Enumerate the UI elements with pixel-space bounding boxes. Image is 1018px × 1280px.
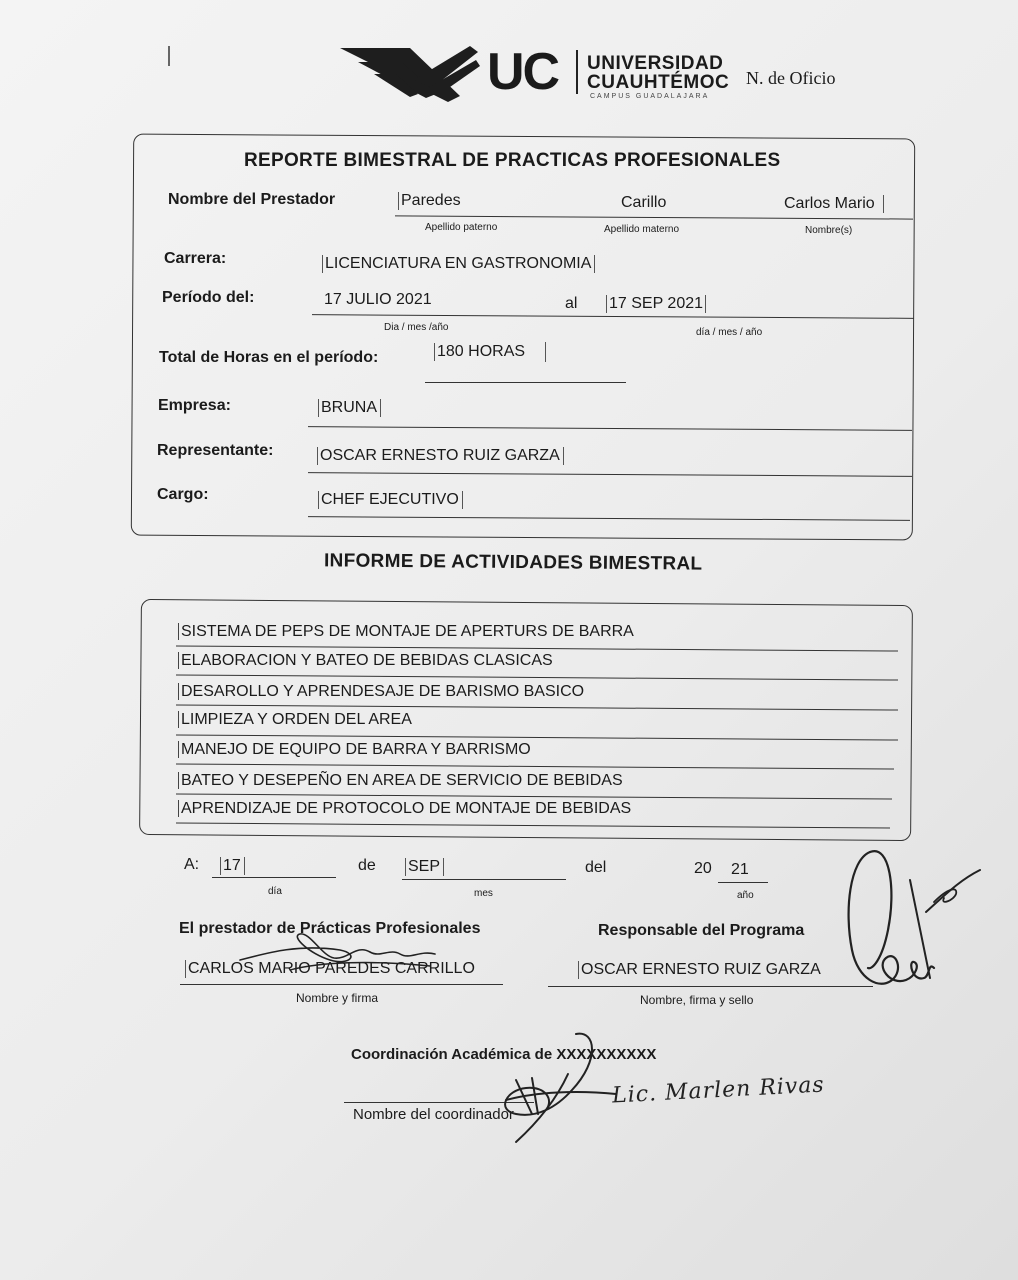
coordinador-handwritten-name: Lic. Marlen Rivas (611, 1072, 826, 1109)
horas-value: 180 HORAS (434, 343, 525, 361)
scan-mark (168, 46, 170, 66)
activity-text: DESAROLLO Y APRENDESAJE DE BARISMO BASICO (178, 683, 584, 700)
representante-label: Representante: (157, 442, 274, 459)
caption-paterno: Apellido paterno (425, 222, 498, 233)
activity-text: MANEJO DE EQUIPO DE BARRA Y BARRISMO (178, 741, 531, 758)
carrera-label: Carrera: (164, 250, 227, 267)
activity-row-3 (178, 683, 584, 701)
form-title: REPORTE BIMESTRAL DE PRACTICAS PROFESIONALES (244, 150, 781, 171)
caption-from: Dia / mes /año (384, 322, 449, 333)
activity-text: ELABORACION Y BATEO DE BEBIDAS CLASICAS (178, 652, 553, 669)
cargo-value: CHEF EJECUTIVO (318, 491, 463, 509)
date-mes-underline (402, 879, 566, 880)
representante-value: OSCAR ERNESTO RUIZ GARZA (317, 447, 564, 465)
activity-text: APRENDIZAJE DE PROTOCOLO DE MONTAJE DE BEBIDAS (178, 800, 631, 817)
responsable-signature-icon (830, 840, 1000, 1000)
carrera-value: LICENCIATURA EN GASTRONOMIA (322, 255, 595, 273)
date-dia-value: 17 (220, 857, 245, 875)
eagle-logo-icon (340, 44, 480, 104)
cargo-label: Cargo: (157, 486, 209, 503)
coordinacion-title: Coordinación Académica de XXXXXXXXXX (351, 1046, 657, 1063)
date-year-value: 21 (731, 861, 749, 878)
brand-line1: UNIVERSIDAD (587, 53, 724, 74)
oficio-label: N. de Oficio (746, 68, 836, 88)
caption-to: día / mes / año (696, 327, 763, 338)
date-del-label: del (585, 859, 607, 876)
activity-text: BATEO Y DESEPEÑO EN AREA DE SERVICIO DE BEBIDAS (178, 772, 623, 789)
periodo-from-value: 17 JULIO 2021 (324, 291, 432, 308)
responsable-underline (548, 986, 873, 987)
prestador-name: CARLOS MARIO PAREDES CARRILLO (185, 960, 475, 978)
periodo-al-label: al (565, 295, 578, 312)
horas-cursor (545, 342, 546, 362)
responsable-title: Responsable del Programa (598, 922, 805, 939)
date-dia-underline (212, 877, 336, 878)
brand-campus: CAMPUS GUADALAJARA (590, 93, 710, 100)
date-mes-value: SEP (405, 858, 444, 876)
date-a-label: A: (184, 856, 200, 873)
activity-row-6 (178, 772, 623, 790)
brand-divider (576, 50, 578, 94)
empresa-label: Empresa: (158, 397, 231, 414)
prestador-caption: Nombre y firma (296, 991, 379, 1005)
caption-dia: día (268, 886, 282, 897)
activity-row-7 (178, 800, 631, 818)
prestador-title: El prestador de Prácticas Profesionales (179, 920, 481, 937)
activity-text: LIMPIEZA Y ORDEN DEL AREA (178, 711, 412, 728)
caption-mes: mes (474, 888, 493, 899)
nombres-value: Carlos Mario (784, 195, 884, 213)
horas-underline (425, 382, 626, 383)
nombre-label: Nombre del Prestador (168, 191, 336, 208)
caption-nombres: Nombre(s) (805, 225, 853, 236)
activity-row-4 (178, 711, 412, 729)
date-de-label: de (358, 857, 376, 874)
activity-text: SISTEMA DE PEPS DE MONTAJE DE APERTURS DE BARRA (178, 623, 634, 640)
caption-year: año (737, 890, 754, 901)
horas-label: Total de Horas en el período: (159, 349, 379, 366)
activity-row-2 (178, 652, 553, 670)
informe-title: INFORME DE ACTIVIDADES BIMESTRAL (323, 550, 703, 575)
date-year-underline (718, 882, 768, 883)
empresa-value: BRUNA (318, 399, 381, 417)
apellido-paterno-value: Paredes (398, 192, 461, 210)
caption-materno: Apellido materno (604, 224, 680, 235)
periodo-to-value: 17 SEP 2021 (606, 295, 706, 313)
prestador-signature-icon (230, 930, 450, 980)
responsable-caption: Nombre, firma y sello (640, 993, 754, 1007)
brand-short: UC (487, 43, 559, 101)
periodo-label: Período del: (162, 289, 255, 306)
prestador-underline (180, 984, 503, 985)
apellido-materno-value: Carillo (621, 194, 667, 211)
coordinador-caption: Nombre del coordinador (353, 1106, 514, 1123)
responsable-name: OSCAR ERNESTO RUIZ GARZA (578, 961, 821, 979)
date-year-prefix: 20 (694, 860, 712, 877)
activity-row-5 (178, 741, 531, 759)
brand-line2: CUAUHTÉMOC (587, 72, 730, 93)
activity-row-1 (178, 623, 634, 641)
